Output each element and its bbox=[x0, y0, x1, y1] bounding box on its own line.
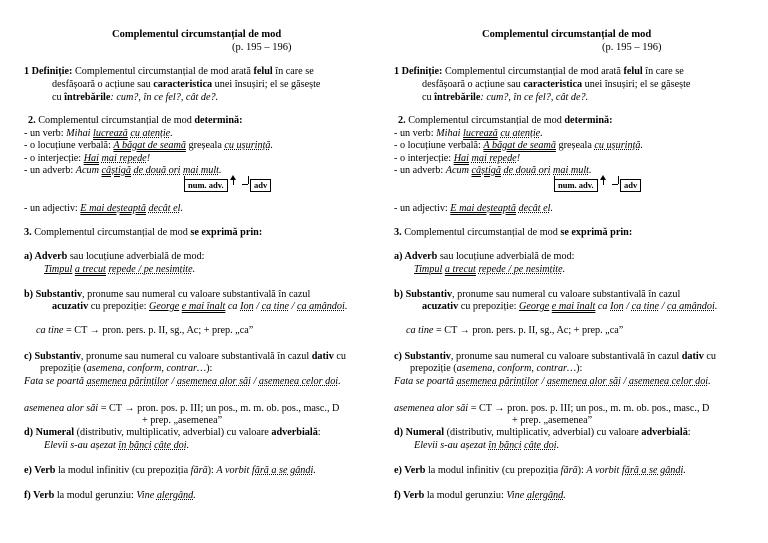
diagram-line bbox=[248, 176, 249, 184]
determina-verb: - un verb: Mihai lucrează cu atenție. bbox=[24, 128, 173, 139]
num-adv-box: num. adv. bbox=[184, 179, 228, 192]
definition-line-1: 1 Definiție: Complementul circumstanțial de mod arată felul în care se bbox=[24, 66, 314, 77]
item-c-analysis-2: + prep. „asemenea” bbox=[142, 415, 223, 426]
right-column bbox=[394, 0, 760, 543]
definition-line-1: 1 Definiție: Complementul circumstanțial de mod arată felul în care se bbox=[394, 66, 684, 77]
item-c-line-2: prepoziție (asemena, conform, contrar…): bbox=[410, 363, 583, 374]
item-d: d) Numeral (distributiv, multiplicativ, adverbial) cu valoare adverbială: bbox=[24, 427, 321, 438]
diagram-line bbox=[233, 180, 234, 185]
num-adv-box: num. adv. bbox=[554, 179, 598, 192]
section-3-heading: 3. Complementul circumstanțial de mod se exprimă prin: bbox=[394, 227, 633, 238]
left-column bbox=[24, 0, 390, 543]
item-c-analysis-2: + prep. „asemenea” bbox=[512, 415, 593, 426]
item-b-line-2: acuzativ cu prepoziție: George e mai înalt ca Ion / ca tine / ca amândoi. bbox=[52, 301, 348, 312]
definition-line-2: desfășoară o acțiune sau caracteristica unei însușiri; el se găsește bbox=[52, 79, 321, 90]
determina-verb: - un verb: Mihai lucrează cu atenție. bbox=[394, 128, 543, 139]
item-c-analysis: asemenea alor săi = CT → pron. pos. p. III; un pos., m. m. ob. pos., masc., D bbox=[394, 403, 710, 414]
item-b: b) Substantiv, pronume sau numeral cu valoare substantivală în cazul bbox=[24, 289, 311, 300]
determina-locutiune: - o locuțiune verbală: A băgat de seamă greșeala cu ușurință. bbox=[24, 140, 274, 151]
item-b: b) Substantiv, pronume sau numeral cu valoare substantivală în cazul bbox=[394, 289, 681, 300]
definition-line-3: cu întrebările: cum?, în ce fel?, cât de?. bbox=[422, 92, 589, 103]
determina-locutiune: - o locuțiune verbală: A băgat de seamă greșeala cu ușurință. bbox=[394, 140, 644, 151]
page-range: (p. 195 – 196) bbox=[602, 42, 662, 53]
item-d-example: Elevii s-au așezat în bănci câte doi. bbox=[44, 440, 190, 451]
section-2-heading: 2. Complementul circumstanțial de mod determină: bbox=[28, 115, 243, 126]
item-b-analysis: ca tine = CT → pron. pers. p. II, sg., Ac; + prep. „ca” bbox=[36, 325, 254, 336]
diagram-line bbox=[603, 180, 604, 185]
item-c-line-2: prepoziție (asemena, conform, contrar…): bbox=[40, 363, 213, 374]
adv-box: adv bbox=[620, 179, 641, 192]
section-2-heading: 2. Complementul circumstanțial de mod determină: bbox=[398, 115, 613, 126]
item-b-line-2: acuzativ cu prepoziție: George e mai înalt ca Ion / ca tine / ca amândoi. bbox=[422, 301, 718, 312]
determina-interjectie: - o interjecție: Hai mai repede! bbox=[394, 153, 521, 164]
diagram-line bbox=[612, 184, 618, 185]
definition-line-2: desfășoară o acțiune sau caracteristica unei însușiri; el se găsește bbox=[422, 79, 691, 90]
definition-line-3: cu întrebările: cum?, în ce fel?, cât de?. bbox=[52, 92, 219, 103]
item-d: d) Numeral (distributiv, multiplicativ, adverbial) cu valoare adverbială: bbox=[394, 427, 691, 438]
item-c-example: Fata se poartă asemenea părinților / asemenea alor săi / asemenea celor doi. bbox=[24, 376, 341, 387]
item-f: f) Verb la modul gerunziu: Vine alergând. bbox=[394, 490, 566, 501]
item-c: c) Substantiv, pronume sau numeral cu valoare substantivală în cazul dativ cu bbox=[394, 351, 716, 362]
section-3-heading: 3. Complementul circumstanțial de mod se exprimă prin: bbox=[24, 227, 263, 238]
item-c: c) Substantiv, pronume sau numeral cu valoare substantivală în cazul dativ cu bbox=[24, 351, 346, 362]
diagram-line bbox=[618, 176, 619, 184]
determina-adjectiv: - un adjectiv: E mai deșteaptă decât el. bbox=[394, 203, 554, 214]
item-c-example: Fata se poartă asemenea părinților / asemenea alor săi / asemenea celor doi. bbox=[394, 376, 711, 387]
page-range: (p. 195 – 196) bbox=[232, 42, 292, 53]
item-d-example: Elevii s-au așezat în bănci câte doi. bbox=[414, 440, 560, 451]
diagram-line bbox=[242, 184, 248, 185]
determina-adverb: - un adverb: Acum câștigă de două ori mai mult. bbox=[394, 165, 592, 176]
item-a-example: Timpul a trecut repede / pe nesimțite. bbox=[44, 264, 196, 275]
item-a: a) Adverb sau locuțiune adverbială de mod: bbox=[394, 251, 575, 262]
item-a-example: Timpul a trecut repede / pe nesimțite. bbox=[414, 264, 566, 275]
item-f: f) Verb la modul gerunziu: Vine alergând. bbox=[24, 490, 196, 501]
determina-interjectie: - o interjecție: Hai mai repede! bbox=[24, 153, 151, 164]
item-e: e) Verb la modul infinitiv (cu prepoziția fără): A vorbit fără a se gândi. bbox=[24, 465, 316, 476]
determina-adjectiv: - un adjectiv: E mai deșteaptă decât el. bbox=[24, 203, 184, 214]
page-title: Complementul circumstanțial de mod bbox=[112, 29, 282, 40]
adv-box: adv bbox=[250, 179, 271, 192]
determina-adverb: - un adverb: Acum câștigă de două ori mai mult. bbox=[24, 165, 222, 176]
item-a: a) Adverb sau locuțiune adverbială de mod: bbox=[24, 251, 205, 262]
item-c-analysis: asemenea alor săi = CT → pron. pos. p. III; un pos., m. m. ob. pos., masc., D bbox=[24, 403, 340, 414]
item-e: e) Verb la modul infinitiv (cu prepoziția fără): A vorbit fără a se gândi. bbox=[394, 465, 686, 476]
page-title: Complementul circumstanțial de mod bbox=[482, 29, 652, 40]
item-b-analysis: ca tine = CT → pron. pers. p. II, sg., Ac; + prep. „ca” bbox=[406, 325, 624, 336]
